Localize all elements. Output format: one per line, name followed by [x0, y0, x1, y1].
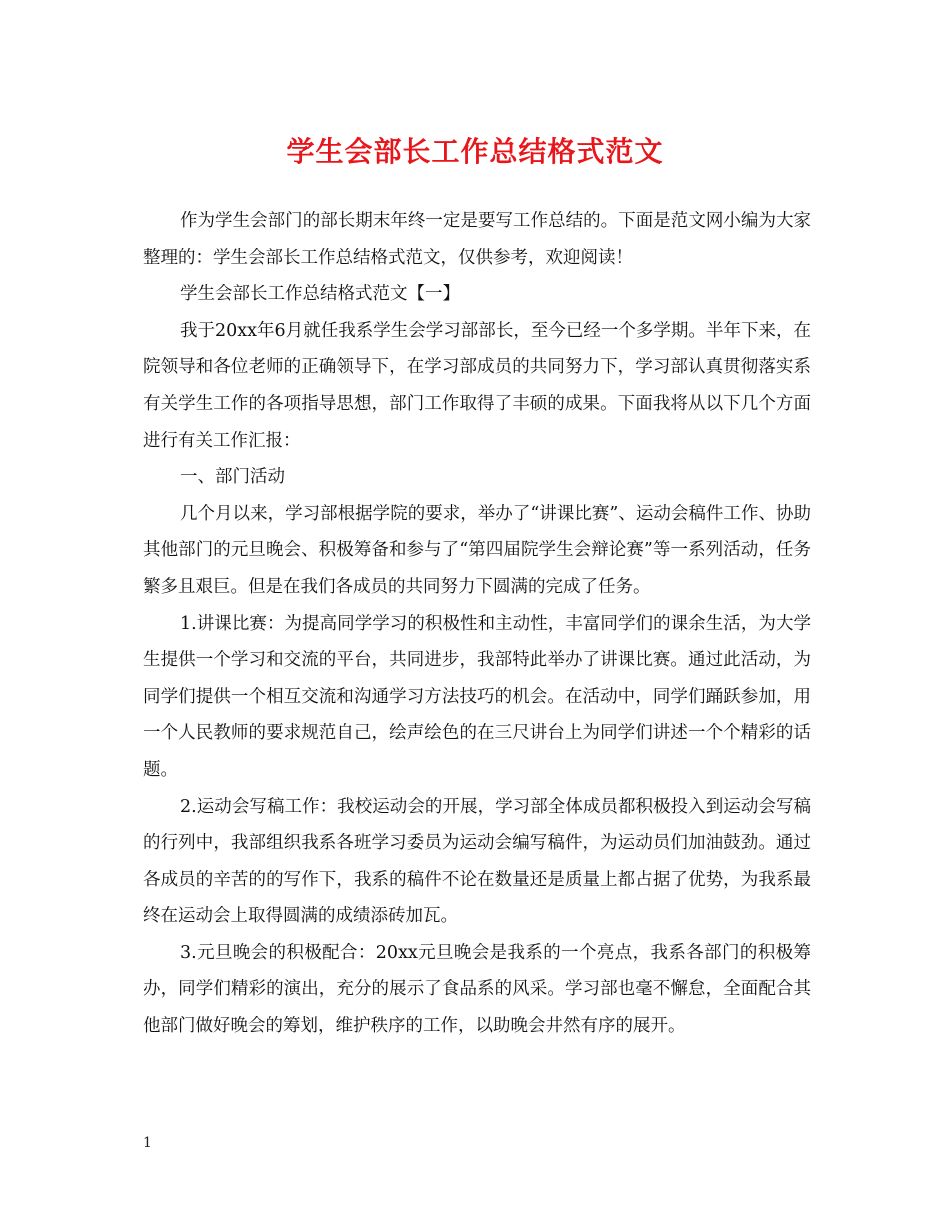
appointment-paragraph: 我于20xx年6月就任我系学生会学习部部长，至今已经一个多学期。半年下来，在院领导和各位老师的正确领导下，在学习部成员的共同努力下，学习部认真贯彻落实系有关学生工作的各项指导思想，部门工作取得了丰硕的成果。下面我将从以下几个方面进行有关工作汇报： [143, 320, 811, 451]
intro-paragraph: 作为学生会部门的部长期末年终一定是要写工作总结的。下面是范文网小编为大家整理的：学生会部长工作总结格式范文，仅供参考，欢迎阅读！ [143, 211, 811, 268]
sports-writing-paragraph: 2.运动会写稿工作：我校运动会的开展，学习部全体成员都积极投入到运动会写稿的行列中，我部组织我系各班学习委员为运动会编写稿件，为运动员们加油鼓劲。通过各成员的辛苦的的写作下，我系的稿件不论在数量还是质量上都占据了优势，为我系最终在运动会上取得圆满的成绩添砖加瓦。 [143, 796, 811, 927]
lecture-contest-paragraph: 1.讲课比赛：为提高同学学习的积极性和主动性，丰富同学们的课余生活，为大学生提供一个学习和交流的平台，共同进步，我部特此举办了讲课比赛。通过此活动，为同学们提供一个相互交流和沟通学习方法技巧的机会。在活动中，同学们踊跃参加，用一个人民教师的要求规范自己，绘声绘色的在三尺讲台上为同学们讲述一个个精彩的话题。 [143, 613, 811, 780]
new-year-party-paragraph: 3.元旦晚会的积极配合：20xx元旦晚会是我系的一个亮点，我系各部门的积极筹办，同学们精彩的演出，充分的展示了食品系的风采。学习部也毫不懈怠，全面配合其他部门做好晚会的筹划，维护秩序的工作，以助晚会井然有序的展开。 [143, 942, 811, 1037]
document-body [143, 203, 811, 1045]
section-heading-one: 学生会部长工作总结格式范文【一】 [180, 284, 460, 305]
activities-summary-paragraph: 几个月以来，学习部根据学院的要求，举办了“讲课比赛”、运动会稿件工作、协助其他部门的元旦晚会、积极筹备和参与了“第四届院学生会辩论赛”等一系列活动，任务繁多且艰巨。但是在我们各成员的共同努力下圆满的完成了任务。 [143, 503, 811, 597]
page-number: 1 [143, 1135, 152, 1151]
department-activities-heading: 一、部门活动 [180, 467, 285, 488]
document-title: 学生会部长工作总结格式范文 [286, 135, 664, 168]
